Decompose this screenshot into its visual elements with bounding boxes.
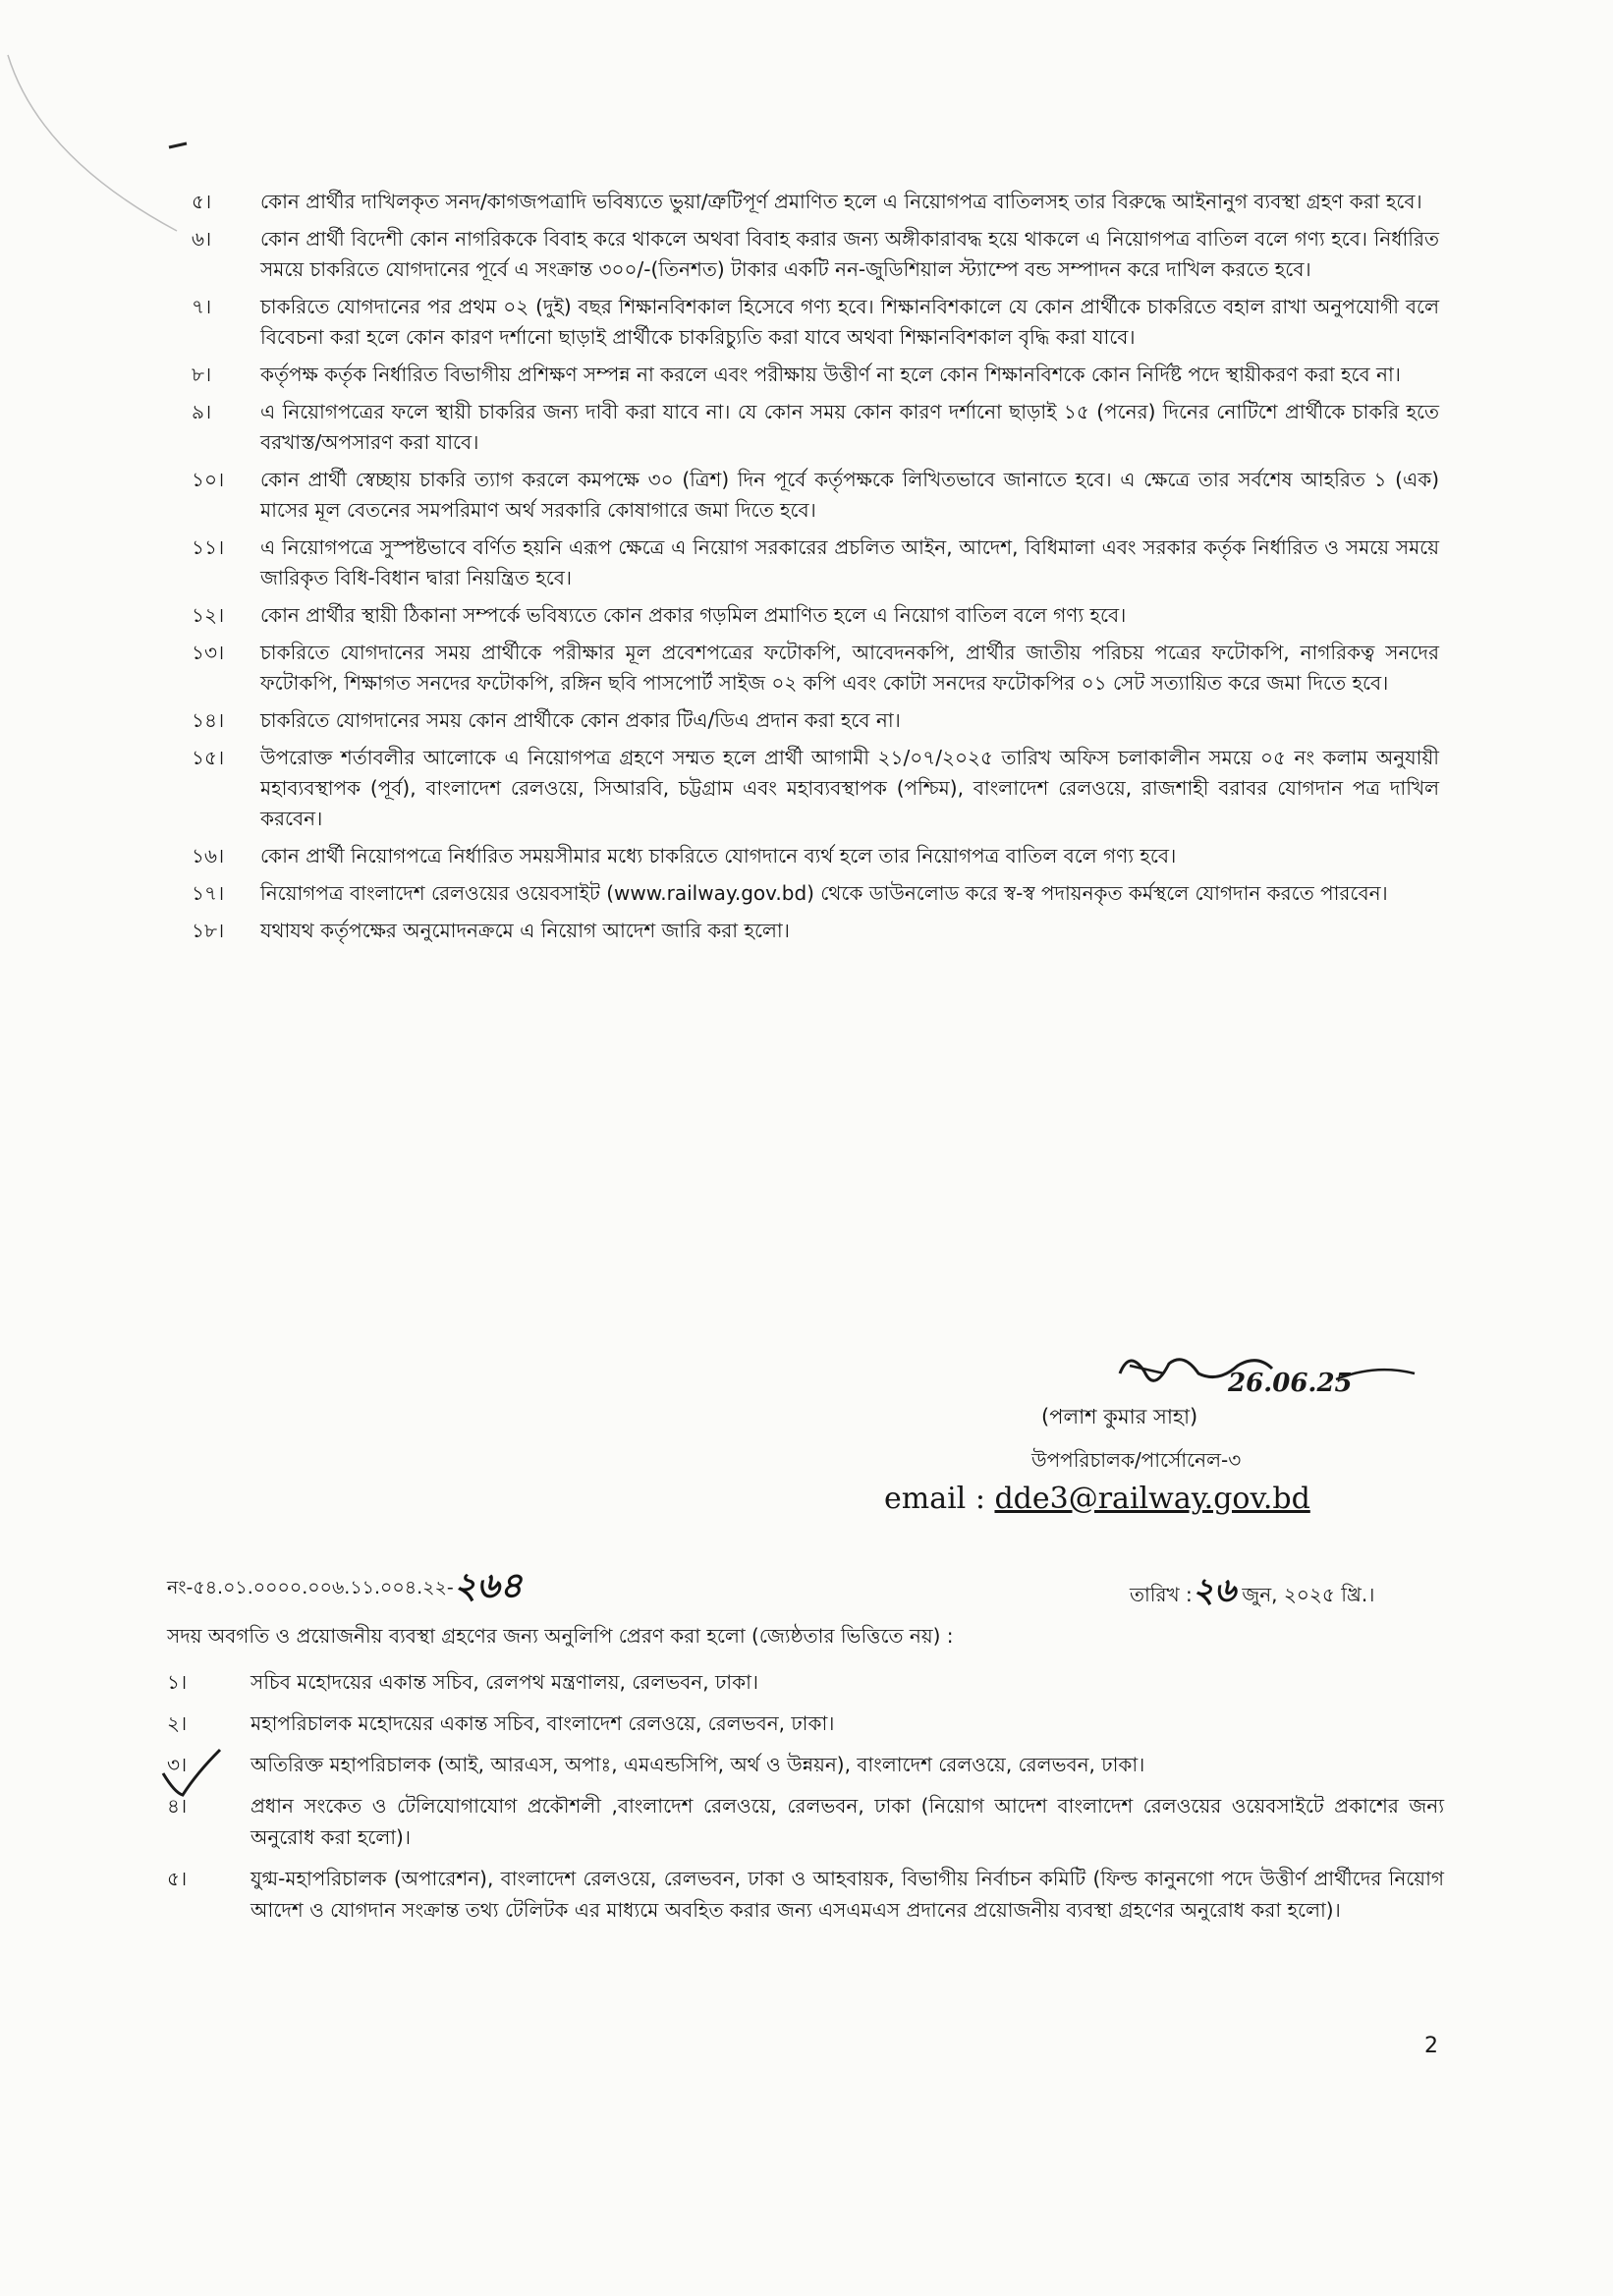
clause-text: চাকরিতে যোগদানের সময় প্রার্থীকে পরীক্ষার মূল প্রবেশপত্রের ফটোকপি, আবেদনকপি, প্রার্থীর জাতীয় পরিচয় পত্রের ফটোকপি, নাগরিকত্ব সনদের ফটোকপি, শিক্ষাগত সনদের ফটোকপি, রঙ্গিন ছবি পাসপোর্ট সাইজ ০২ কপি এবং কোটা সনদের ফটোকপির ০১ সেট সত্যায়িত করে জমা দিতে হবে।	[260, 641, 1439, 695]
clause-7	[192, 292, 1439, 353]
handwritten-tick-mark	[157, 1744, 226, 1803]
clause-text: নিয়োগপত্র বাংলাদেশ রেলওয়ের ওয়েবসাইট (www.railway.gov.bd) থেকে ডাউনলোড করে স্ব-স্ব পদায়নকৃত কর্মস্থলে যোগদান করতে পারবেন।	[260, 881, 1388, 905]
clause-12	[192, 600, 1439, 631]
cc-intro: সদয় অবগতি ও প্রয়োজনীয় ব্যবস্থা গ্রহণের জন্য অনুলিপি প্রেরণ করা হলো (জ্যেষ্ঠতার ভিত্তিতে নয়) :	[167, 1624, 954, 1648]
clause-number: ১৬।	[192, 844, 225, 868]
clause-17	[192, 878, 1439, 909]
clause-15	[192, 743, 1439, 834]
clause-text: উপরোক্ত শর্তাবলীর আলোকে এ নিয়োগপত্র গ্রহণে সম্মত হলে প্রার্থী আগামী ২১/০৭/২০২৫ তারিখ অফিস চলাকালীন সময়ে ০৫ নং কলাম অনুযায়ী মহাব্যবস্থাপক (পূর্ব), বাংলাদেশ রেলওয়ে, সিআরবি, চট্টগ্রাম এবং মহাব্যবস্থাপক (পশ্চিম), বাংলাদেশ রেলওয়ে, রাজশাহী বরাবর যোগদান পত্র দাখিল করবেন।	[260, 746, 1439, 830]
clause-number: ১৫।	[192, 746, 225, 769]
clause-number: ৯।	[192, 400, 212, 423]
email-label: email :	[884, 1482, 995, 1516]
cc-text: সচিব মহোদয়ের একান্ত সচিব, রেলপথ মন্ত্রণালয়, রেলভবন, ঢাকা।	[250, 1670, 759, 1694]
clause-text: কোন প্রার্থীর স্থায়ী ঠিকানা সম্পর্কে ভবিষ্যতে কোন প্রকার গড়মিল প্রমাণিত হলে এ নিয়োগ বাতিল বলে গণ্য হবে।	[260, 603, 1127, 627]
cc-text: অতিরিক্ত মহাপরিচালক (আই, আরএস, অপাঃ, এমএন্ডসিপি, অর্থ ও উন্নয়ন), বাংলাদেশ রেলওয়ে, রেলভবন, ঢাকা।	[250, 1753, 1145, 1776]
clause-14	[192, 705, 1439, 736]
clause-number: ৫।	[192, 190, 212, 213]
clause-number: ১০।	[192, 468, 225, 491]
clause-11	[192, 532, 1439, 593]
memo-number-prefix: নং-৫৪.০১.০০০০.০০৬.১১.০০৪.২২-	[167, 1577, 454, 1598]
signatory-name: (পলাশ কুমার সাহা)	[1041, 1405, 1198, 1428]
clause-number: ১২।	[192, 603, 225, 627]
cc-list	[167, 1666, 1444, 1935]
clause-number: ৮।	[192, 363, 212, 386]
clause-number: ১৪।	[192, 708, 225, 732]
clause-text: এ নিয়োগপত্রের ফলে স্থায়ী চাকরির জন্য দাবী করা যাবে না। যে কোন সময় কোন কারণ দর্শানো ছাড়াই ১৫ (পনের) দিনের নোটিশে প্রার্থীকে চাকরি হতে বরখাস্ত/অপসারণ করা যাবে।	[260, 400, 1439, 454]
clause-6	[192, 224, 1439, 285]
memo-date-rest: জুন, ২০২৫ খ্রি.।	[1235, 1583, 1375, 1606]
cc-text: মহাপরিচালক মহোদয়ের একান্ত সচিব, বাংলাদেশ রেলওয়ে, রেলভবন, ঢাকা।	[250, 1711, 835, 1735]
cc-item-5	[167, 1863, 1444, 1926]
cc-number: ১।	[167, 1670, 188, 1694]
clause-number: ৭।	[192, 295, 212, 318]
clause-18	[192, 916, 1439, 946]
clause-10	[192, 465, 1439, 526]
cc-item-2	[167, 1708, 1444, 1739]
cc-number: ৪।	[167, 1794, 188, 1818]
cc-number: ২।	[167, 1711, 188, 1735]
cc-text: যুগ্ম-মহাপরিচালক (অপারেশন), বাংলাদেশ রেলওয়ে, রেলভবন, ঢাকা ও আহবায়ক, বিভাগীয় নির্বাচন কমিটি (ফিল্ড কানুনগো পদে উত্তীর্ণ প্রার্থীদের নিয়োগ আদেশ ও যোগদান সংক্রান্ত তথ্য টেলিটক এর মাধ্যমে অবহিত করার জন্য এসএমএস প্রদানের প্রয়োজনীয় ব্যবস্থা গ্রহণের অনুরোধ করা হলো)।	[250, 1867, 1444, 1922]
clause-13	[192, 638, 1439, 699]
clause-text: কোন প্রার্থীর দাখিলকৃত সনদ/কাগজপত্রাদি ভবিষ্যতে ভুয়া/ত্রুটিপূর্ণ প্রমাণিত হলে এ নিয়োগপত্র বাতিলসহ তার বিরুদ্ধে আইনানুগ ব্যবস্থা গ্রহণ করা হবে।	[260, 190, 1422, 213]
clause-number: ১৩।	[192, 641, 225, 664]
cc-item-3	[167, 1749, 1444, 1780]
clause-number: ১১।	[192, 535, 225, 559]
clause-number: ৬।	[192, 227, 212, 251]
clause-8	[192, 360, 1439, 390]
cc-number: ৫।	[167, 1867, 188, 1890]
cc-number: ৩।	[167, 1753, 188, 1776]
email-link[interactable]: dde3@railway.gov.bd	[994, 1482, 1310, 1516]
cc-item-4	[167, 1790, 1444, 1853]
signatory-email	[884, 1482, 1310, 1516]
clause-text: এ নিয়োগপত্রে সুস্পষ্টভাবে বর্ণিত হয়নি এরূপ ক্ষেত্রে এ নিয়োগ সরকারের প্রচলিত আইন, আদেশ, বিধিমালা এবং সরকার কর্তৃক নির্ধারিত ও সময়ে সময়ে জারিকৃত বিধি-বিধান দ্বারা নিয়ন্ত্রিত হবে।	[260, 535, 1439, 589]
clause-text: কোন প্রার্থী নিয়োগপত্রে নির্ধারিত সময়সীমার মধ্যে চাকরিতে যোগদানে ব্যর্থ হলে তার নিয়োগপত্র বাতিল বলে গণ্য হবে।	[260, 844, 1177, 868]
memo-date	[1130, 1565, 1374, 1621]
cc-text: প্রধান সংকেত ও টেলিযোগাযোগ প্রকৌশলী ,বাংলাদেশ রেলওয়ে, রেলভবন, ঢাকা (নিয়োগ আদেশ বাংলাদেশ রেলওয়ের ওয়েবসাইটে প্রকাশের জন্য অনুরোধ করা হলো)।	[250, 1794, 1444, 1849]
scan-curve-mark	[0, 49, 196, 236]
memo-number-handwritten: ২৬৪	[453, 1565, 523, 1606]
clause-text: কর্তৃপক্ষ কর্তৃক নির্ধারিত বিভাগীয় প্রশিক্ষণ সম্পন্ন না করলে এবং পরীক্ষায় উত্তীর্ণ না হলে কোন শিক্ষানবিশকে কোন নির্দিষ্ট পদে স্থায়ীকরণ করা হবে না।	[260, 363, 1401, 386]
clause-text: চাকরিতে যোগদানের সময় কোন প্রার্থীকে কোন প্রকার টিএ/ডিএ প্রদান করা হবে না।	[260, 708, 901, 732]
memo-date-label: তারিখ :	[1130, 1583, 1193, 1606]
clause-text: কোন প্রার্থী বিদেশী কোন নাগরিককে বিবাহ করে থাকলে অথবা বিবাহ করার জন্য অঙ্গীকারাবদ্ধ হয়ে থাকলে এ নিয়োগপত্র বাতিল বলে গণ্য হবে। নির্ধারিত সময়ে চাকরিতে যোগদানের পূর্বে এ সংক্রান্ত ৩০০/-(তিনশত) টাকার একটি নন-জুডিশিয়াল স্ট্যাম্পে বন্ড সম্পাদন করে দাখিল করতে হবে।	[260, 227, 1439, 281]
clause-text: চাকরিতে যোগদানের পর প্রথম ০২ (দুই) বছর শিক্ষানবিশকাল হিসেবে গণ্য হবে। শিক্ষানবিশকালে যে কোন প্রার্থীকে চাকরিতে বহাল রাখা অনুপযোগী বলে বিবেচনা করা হলে কোন কারণ দর্শানো ছাড়াই প্রার্থীকে চাকরিচ্যুতি করা যাবে অথবা শিক্ষানবিশকাল বৃদ্ধি করা যাবে।	[260, 295, 1439, 349]
conditions-list	[192, 187, 1439, 953]
signature-date: 26.06.25	[1228, 1369, 1353, 1398]
clause-9	[192, 397, 1439, 458]
page-number: 2	[1424, 2034, 1438, 2058]
signatory-designation: উপপরিচালক/পার্সোনেল-৩	[1031, 1448, 1242, 1472]
clause-text: কোন প্রার্থী স্বেচ্ছায় চাকরি ত্যাগ করলে কমপক্ষে ৩০ (ত্রিশ) দিন পূর্বে কর্তৃপক্ষকে লিখিতভাবে জানাতে হবে। এ ক্ষেত্রে তার সর্বশেষ আহরিত ১ (এক) মাসের মূল বেতনের সমপরিমাণ অর্থ সরকারি কোষাগারে জমা দিতে হবে।	[260, 468, 1439, 522]
clause-number: ১৭।	[192, 881, 225, 905]
cc-item-1	[167, 1666, 1444, 1698]
memo-number	[167, 1555, 523, 1614]
clause-text: যথাযথ কর্তৃপক্ষের অনুমোদনক্রমে এ নিয়োগ আদেশ জারি করা হলো।	[260, 919, 790, 942]
clause-number: ১৮।	[192, 919, 225, 942]
clause-5	[192, 187, 1439, 217]
memo-date-day: ২৬	[1192, 1571, 1236, 1610]
clause-16	[192, 841, 1439, 871]
